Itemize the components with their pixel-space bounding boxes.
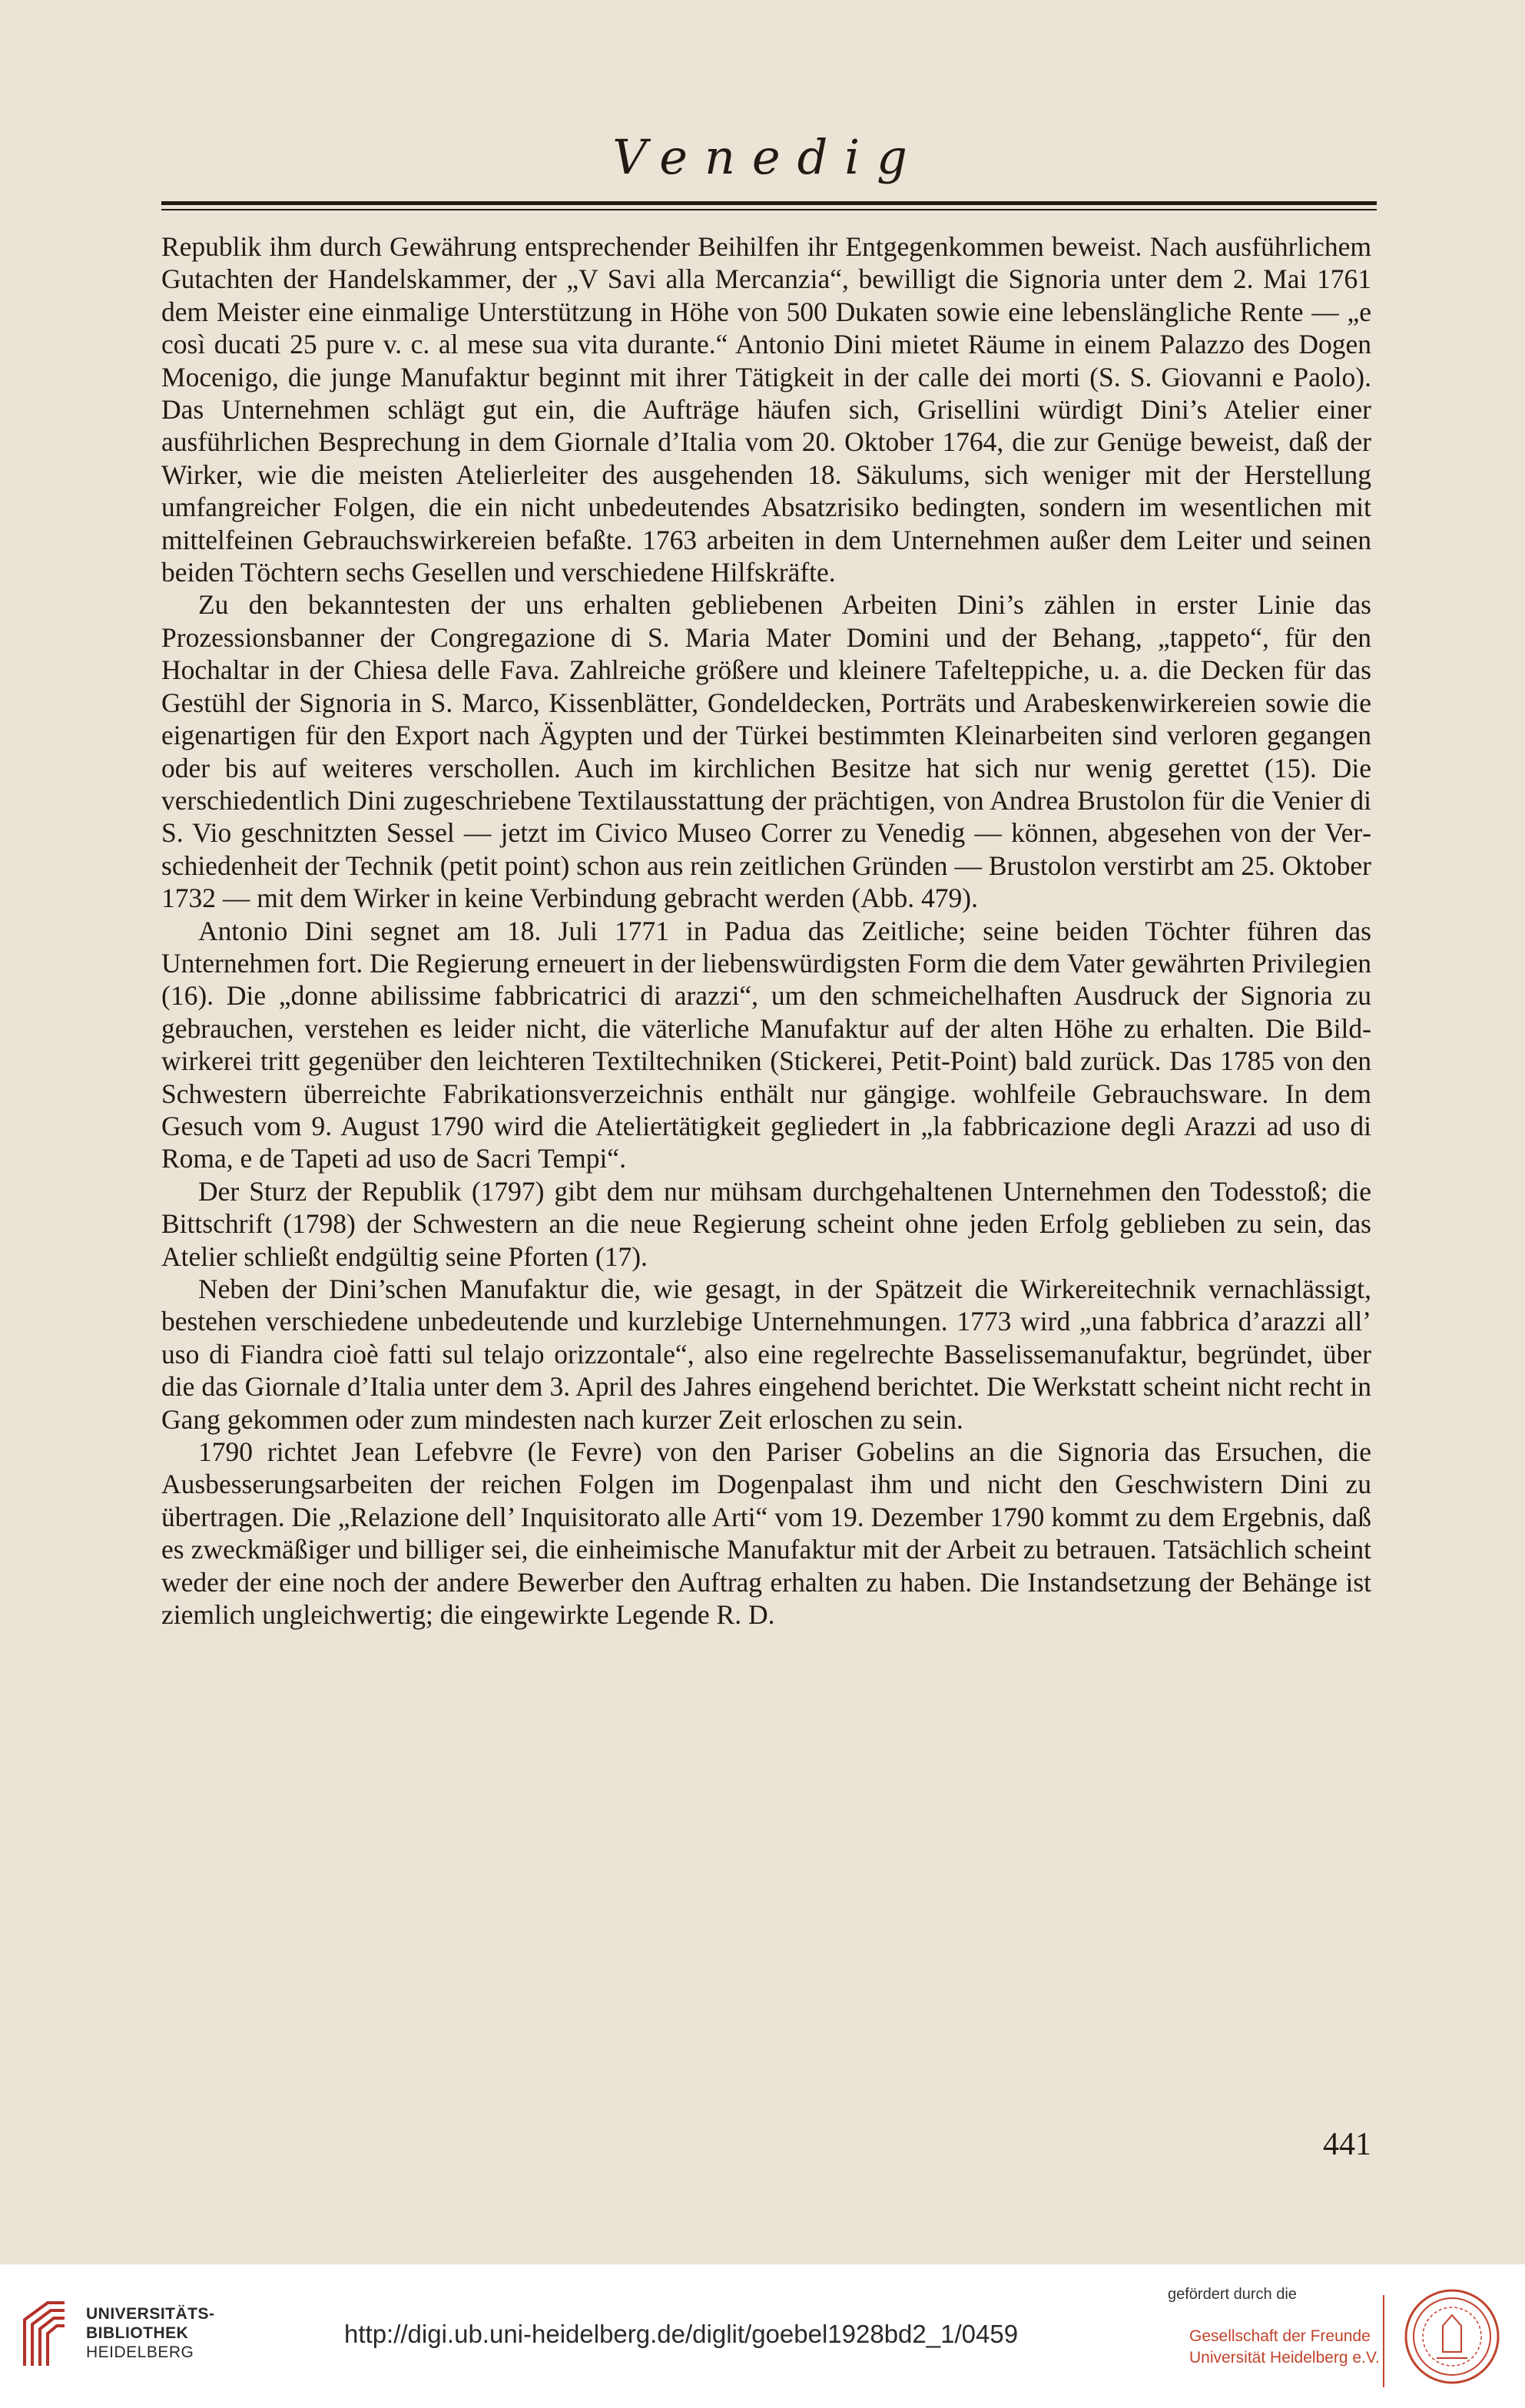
- header-rule-thick: [161, 201, 1377, 205]
- library-name-line: HEIDELBERG: [86, 2343, 194, 2361]
- footer-divider: [1383, 2295, 1384, 2387]
- running-title: Venedig: [612, 129, 924, 185]
- paragraph: 1790 richtet Jean Lefebvre (le Fevre) von den Pariser Gobelins an die Signoria das Ersuchen, die Ausbesserungsarbeiten der reichen Folgen im Dogenpalast ihm und nicht den Geschwistern Dini zu übertragen. Die „Relazione dell’ Inquisitorato alle Arti“ vom 19. Dezember 1790 kommt zu dem Ergebnis, daß es zweckmäßiger und billiger sei, die einheimische Manufaktur mit der Arbeit zu betrauen. Tatsächlich scheint weder der eine noch der andere Bewerber den Auftrag erhalten zu haben. Die Instandsetzung der Behänge ist ziemlich ungleichwertig; die eingewirkte Legende R. D.: [161, 1436, 1371, 1631]
- society-name: [1189, 2326, 1380, 2369]
- paragraph: Antonio Dini segnet am 18. Juli 1771 in Padua das Zeitliche; seine beiden Töchter führen das Unternehmen fort. Die Regierung erneuert in der liebenswürdigsten Form die dem Vater gewährten Privilegien (16). Die „donne abilissime fabbricatrici di arazzi“, um den schmeichelhaften Ausdruck der Signoria zu gebrauchen, verstehen es leider nicht, die väterliche Manufaktur auf der alten Höhe zu erhalten. Die Bildwirkerei tritt gegenüber den leichteren Textiltechniken (Stickerei, Petit-Point) bald zurück. Das 1785 von den Schwestern überreichte Fabrikationsverzeichnis enthält nur gängige. wohlfeile Gebrauchsware. In dem Gesuch vom 9. August 1790 wird die Ateliertätigkeit gegliedert in „la fabbricazione degli Arazzi ad uso di Roma, e de Tapeti ad uso de Sacri Tempi“.: [161, 915, 1371, 1174]
- page-number: 441: [1323, 2127, 1371, 2162]
- body-text: [161, 230, 1371, 1631]
- society-name-line: Universität Heidelberg e.V.: [1189, 2349, 1380, 2367]
- support-label: gefördert durch die: [1168, 2286, 1297, 2303]
- paragraph: Republik ihm durch Gewährung entsprechender Beihilfen ihr Entgegenkommen beweist. Nach ausführlichem Gutachten der Handelskammer, der „V Savi alla Mercanzia“, bewilligt die Signoria unter dem 2. Mai 1761 dem Meister eine einmalige Unterstützung in Höhe von 500 Dukaten sowie eine lebenslängliche Rente — „e così ducati 25 pure v. c. al mese sua vita durante.“ Antonio Dini mietet Räume in einem Palazzo des Dogen Mocenigo, die junge Manufaktur beginnt mit ihrer Tätigkeit in der calle dei morti (S. S. Giovanni e Paolo). Das Unternehmen schlägt gut ein, die Aufträge häufen sich, Grisellini würdigt Dini’s Atelier einer ausführlichen Besprechung in dem Giornale d’Italia vom 20. Oktober 1764, die zur Genüge beweist, daß der Wirker, wie die meisten Atelierleiter des ausgehenden 18. Säkulums, sich weniger mit der Herstellung umfangreicher Folgen, die ein nicht unbedeutendes Absatzrisiko bedingten, sondern im wesentlichen mit mittelfeinen Gebrauchswirkereien befaßte. 1763 arbeiten in dem Unternehmen außer dem Leiter und seinen beiden Töchtern sechs Gesellen und verschiedene Hilfskräfte.: [161, 231, 1371, 588]
- paragraph: Neben der Dini’schen Manufaktur die, wie gesagt, in der Spätzeit die Wirkereitechnik vernachlässigt, bestehen verschiedene unbedeutende und kurzlebige Unternehmungen. 1773 wird „una fabbrica d’arazzi all’ uso di Fiandra cioè fatti sul telajo orizzontale“, also eine regelrechte Basselissemanufaktur, begründet, über die das Giornale d’Italia unter dem 3. April des Jahres eingehend berichtet. Die Werkstatt scheint nicht recht in Gang gekommen oder zum mindesten nach kurzer Zeit erloschen zu sein.: [161, 1274, 1371, 1435]
- society-name-line: Gesellschaft der Freunde: [1189, 2327, 1371, 2345]
- library-name-line: UNIVERSITÄTS-: [86, 2305, 215, 2323]
- header-rule-thin: [161, 209, 1377, 210]
- paragraph: Der Sturz der Republik (1797) gibt dem nur mühsam durchgehaltenen Unternehmen den Todesstoß; die Bittschrift (1798) der Schwestern an die neue Regierung scheint ohne jeden Erfolg geblieben zu sein, das Atelier schließt endgültig seine Pforten (17).: [161, 1175, 1371, 1272]
- library-name: [86, 2304, 215, 2362]
- university-library-logo-icon: [17, 2297, 72, 2370]
- permalink-url[interactable]: http://digi.ub.uni-heidelberg.de/diglit/goebel1928bd2_1/0459: [344, 2320, 1019, 2348]
- library-name-line: BIBLIOTHEK: [86, 2324, 189, 2342]
- university-seal-icon: [1403, 2287, 1501, 2386]
- paragraph: Zu den bekanntesten der uns erhalten gebliebenen Arbeiten Dini’s zählen in erster Linie das Prozessionsbanner der Congregazione di S. Maria Mater Domini und der Behang, „tappeto“, für den Hochaltar in der Chiesa delle Fava. Zahlreiche größere und kleinere Tafelteppiche, u. a. die Decken für das Gestühl der Signoria in S. Marco, Kissenblätter, Gondeldecken, Porträts und Arabeskenwirkereien sowie die eigenartigen für den Export nach Ägypten und der Türkei bestimmten Kleinarbeiten sind verloren gegangen oder bis auf weiteres verschollen. Auch im kirchlichen Besitze hat sich nur wenig gerettet (15). Die verschiedentlich Dini zugeschriebene Textilausstattung der prächtigen, von Andrea Brustolon für die Venier di S. Vio geschnitzten Sessel — jetzt im Civico Museo Correr zu Venedig — können, abgesehen von der Verschiedenheit der Technik (petit point) schon aus rein zeitlichen Gründen — Brustolon verstirbt am 25. Oktober 1732 — mit dem Wirker in keine Verbindung gebracht werden (Abb. 479).: [161, 589, 1371, 914]
- footer-bar: [0, 2264, 1525, 2408]
